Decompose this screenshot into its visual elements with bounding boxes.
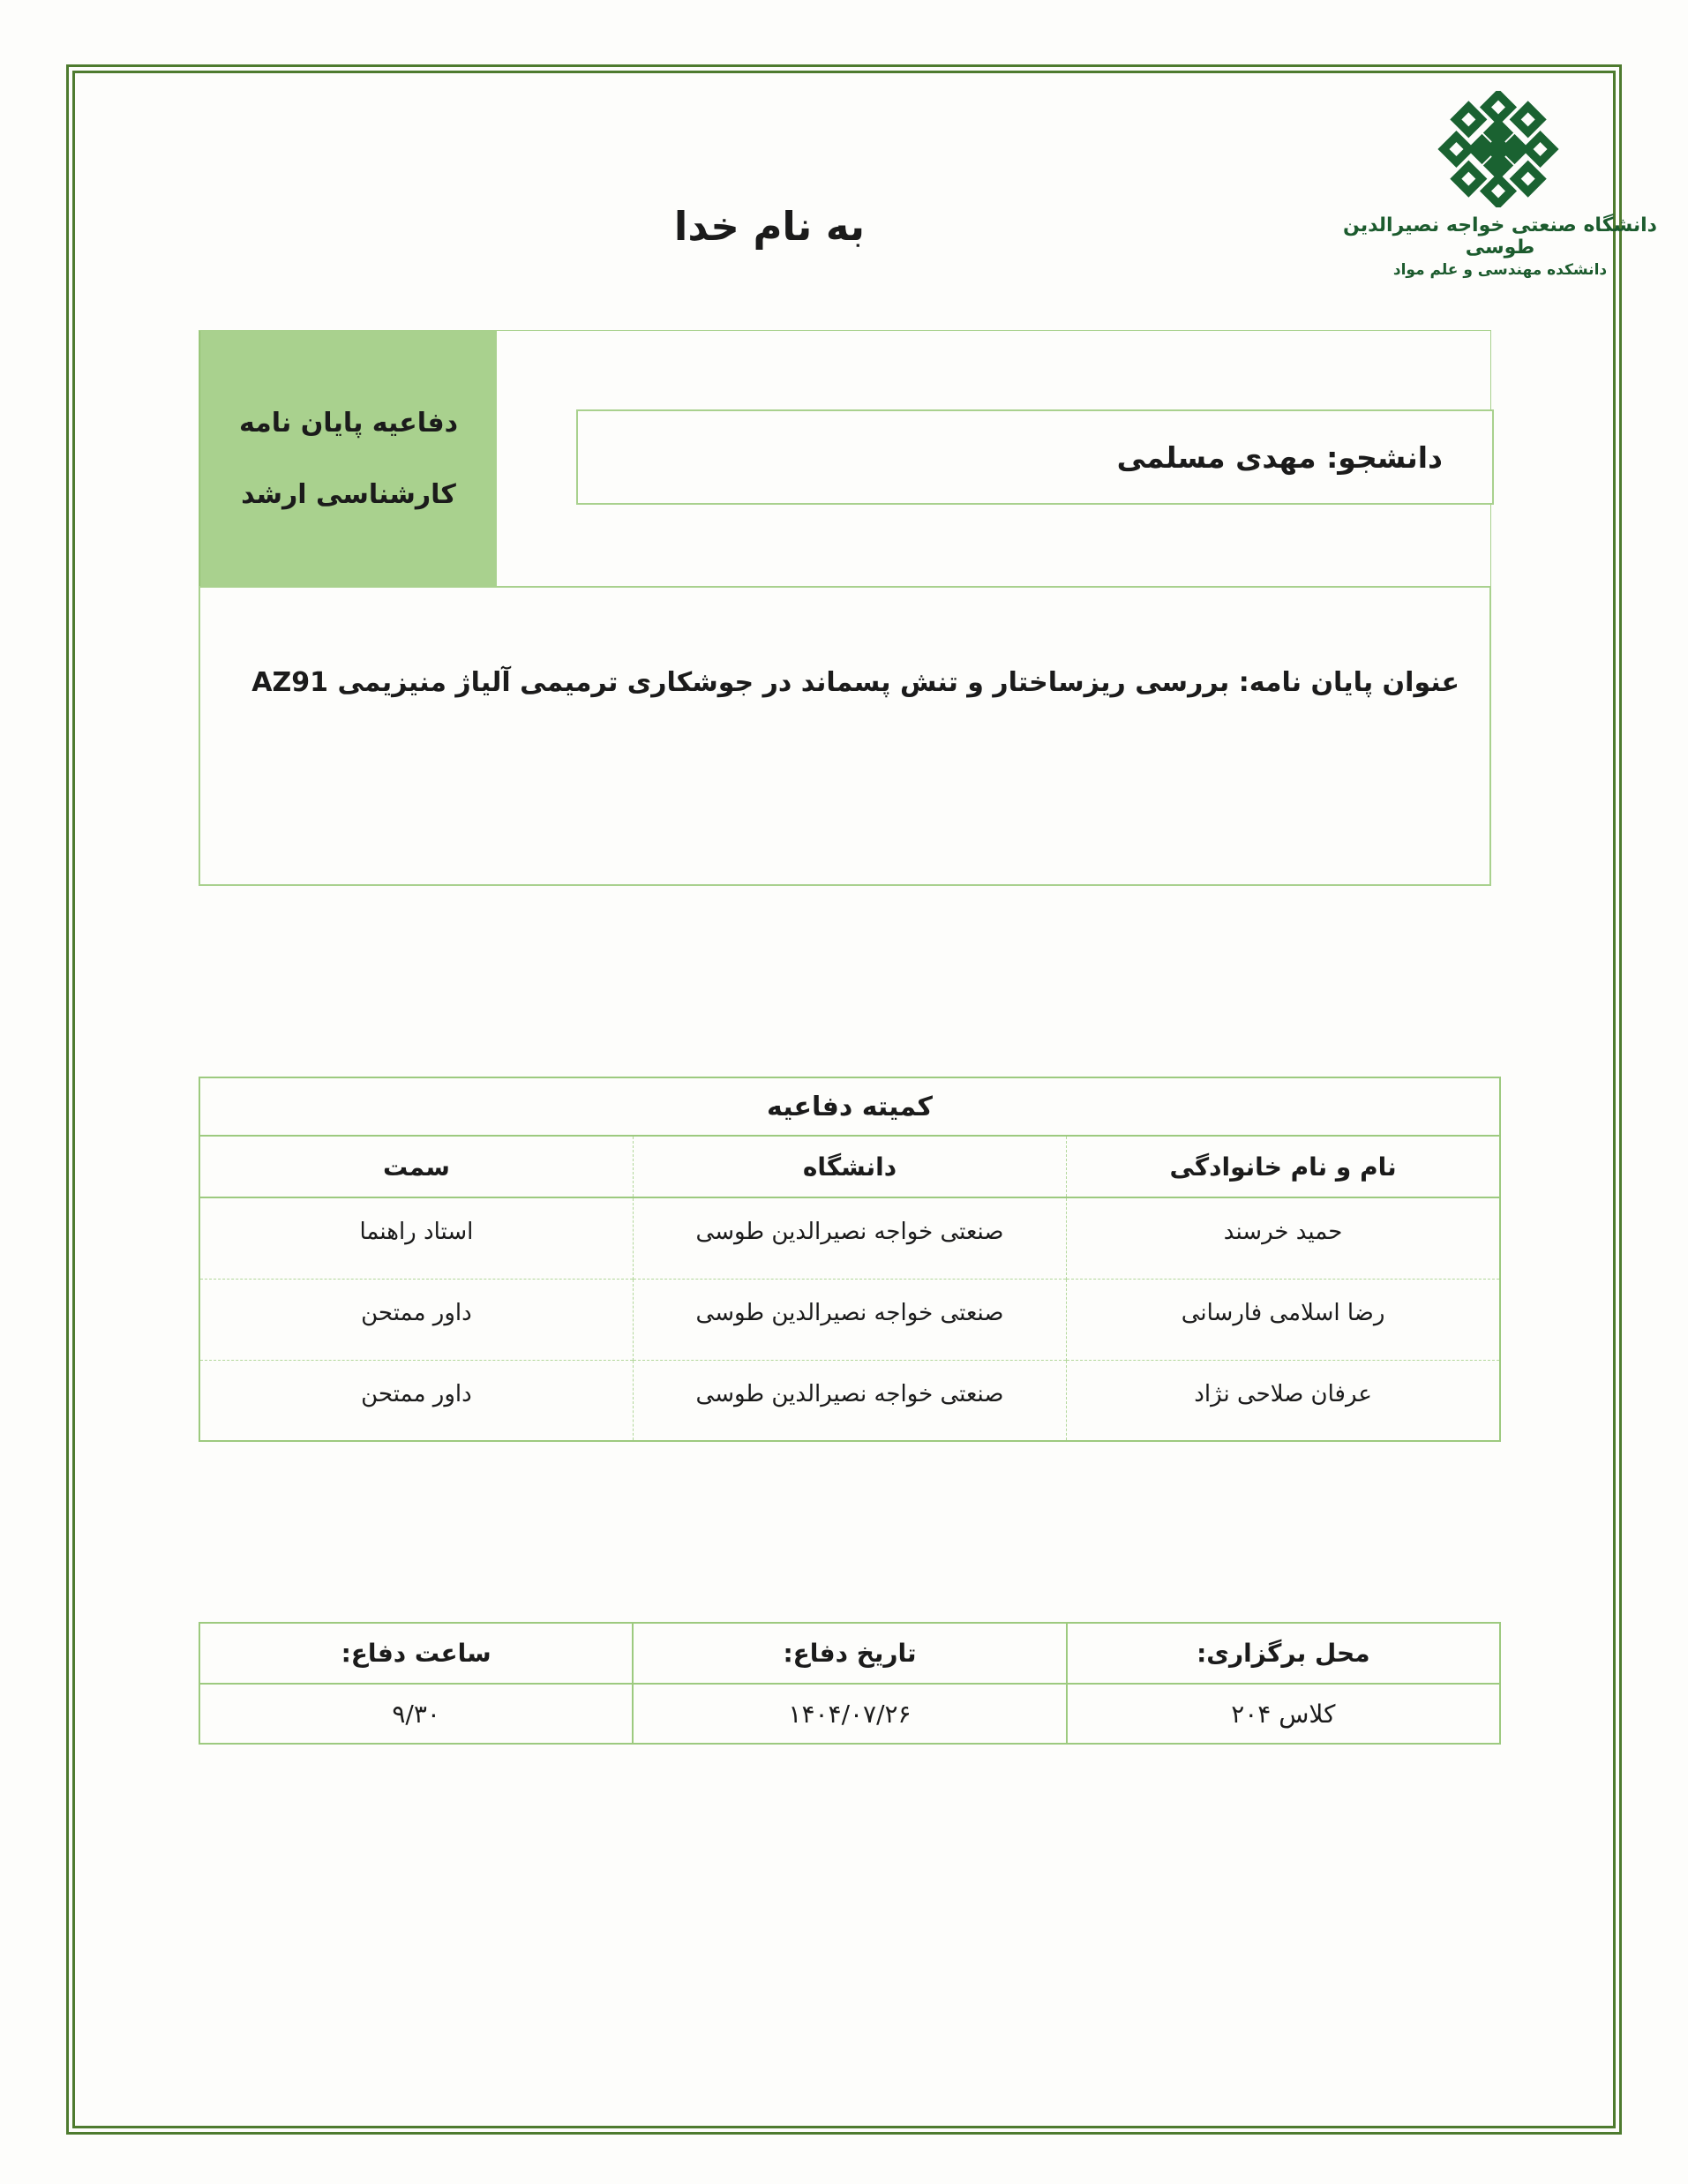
committee-table-header-row: [199, 1136, 1500, 1197]
column-header-name: نام و نام خانوادگی: [1067, 1136, 1500, 1197]
session-header-row: [199, 1623, 1500, 1684]
table-row: [199, 1279, 1500, 1360]
student-name-box: [576, 409, 1494, 505]
committee-table: [199, 1077, 1501, 1442]
session-value-row: [199, 1684, 1500, 1744]
table-row: [199, 1360, 1500, 1441]
time-label: ساعت دفاع:: [199, 1623, 633, 1684]
date-label: تاریخ دفاع:: [633, 1623, 1066, 1684]
student-name: دانشجو: مهدی مسلمی: [1116, 439, 1443, 475]
session-info-table: [199, 1622, 1501, 1745]
faculty-name-calligraphy: دانشکده مهندسی و علم مواد: [1392, 261, 1608, 279]
member-role: داور ممتحن: [199, 1279, 633, 1360]
university-logo-icon: [1437, 91, 1560, 207]
member-name: عرفان صلاحی نژاد: [1067, 1360, 1500, 1441]
column-header-role: سمت: [199, 1136, 633, 1197]
defense-type-line2: کارشناسی ارشد: [241, 478, 456, 510]
member-university: صنعتی خواجه نصیرالدین طوسی: [633, 1197, 1066, 1279]
member-role: داور ممتحن: [199, 1360, 633, 1441]
defense-type-line1: دفاعیه پایان نامه: [238, 407, 459, 439]
bismillah-heading: به نام خدا: [673, 203, 866, 250]
defense-type-box: [199, 331, 497, 586]
table-row: [199, 1197, 1500, 1279]
committee-table-title: کمیته دفاعیه: [199, 1077, 1500, 1136]
date-value: ۱۴۰۴/۰۷/۲۶: [633, 1684, 1066, 1744]
thesis-title-box: [199, 586, 1491, 886]
thesis-title: عنوان پایان نامه: بررسی ریزساختار و تنش پسماند در جوشکاری ترمیمی آلیاژ منیزیمی AZ91: [251, 667, 1459, 698]
member-name: رضا اسلامی فارسانی: [1067, 1279, 1500, 1360]
column-header-university: دانشگاه: [633, 1136, 1066, 1197]
header-form-row: [199, 330, 1491, 587]
member-university: صنعتی خواجه نصیرالدین طوسی: [633, 1279, 1066, 1360]
time-value: ۹/۳۰: [199, 1684, 633, 1744]
member-name: حمید خرسند: [1067, 1197, 1500, 1279]
member-university: صنعتی خواجه نصیرالدین طوسی: [633, 1360, 1066, 1441]
venue-label: محل برگزاری:: [1067, 1623, 1500, 1684]
committee-table-title-row: [199, 1077, 1500, 1136]
venue-value: کلاس ۲۰۴: [1067, 1684, 1500, 1744]
member-role: استاد راهنما: [199, 1197, 633, 1279]
university-name-calligraphy: دانشگاه صنعتی خواجه نصیرالدین طوسی: [1343, 214, 1657, 259]
